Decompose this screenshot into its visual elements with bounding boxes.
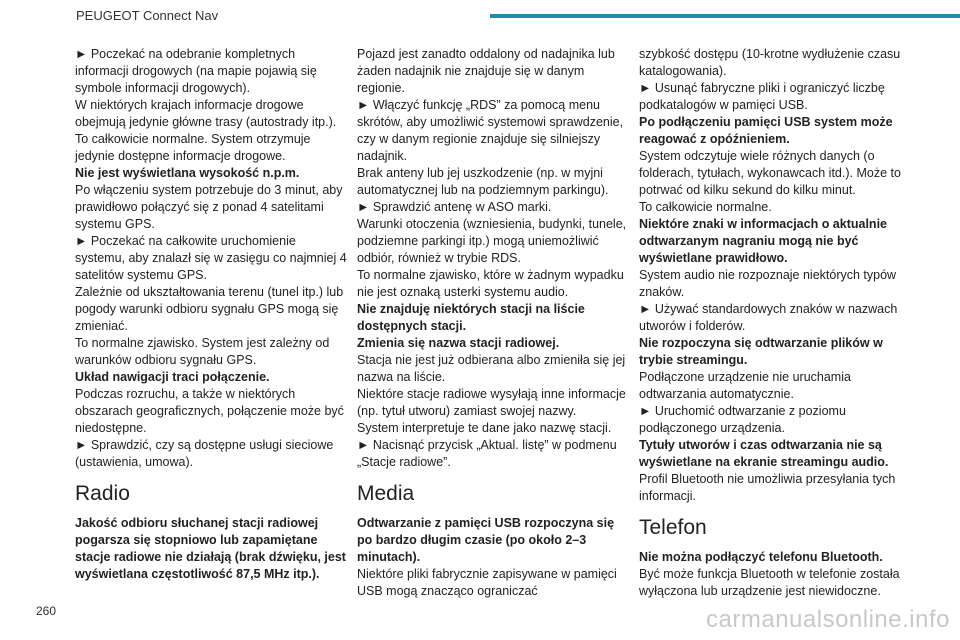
bold-problem-statement: Układ nawigacji traci połączenie. — [75, 370, 270, 384]
paragraph: Warunki otoczenia (wzniesienia, budynki, tunele, podziemne parkingi itp.) mogą uniemożliwić odbiór, również w trybie RDS. — [357, 217, 627, 265]
manual-section-title: PEUGEOT Connect Nav — [76, 8, 219, 23]
bold-problem-statement: Nie znajduję niektórych stacji na liście dostępnych stacji. — [357, 302, 585, 333]
paragraph: ► Włączyć funkcję „RDS” za pomocą menu skrótów, aby umożliwić systemowi sprawdzenie, czy w danym regionie znajduje się silniejszy nadajnik. — [357, 98, 624, 163]
watermark: carmanualsonline.info — [706, 606, 950, 633]
paragraph: szybkość dostępu (10-krotne wydłużenie czasu katalogowania). — [639, 47, 901, 78]
page-number: 260 — [36, 604, 57, 618]
paragraph: To całkowicie normalne. — [639, 200, 772, 214]
header-accent-bar — [490, 14, 960, 18]
paragraph: Zależnie od ukształtowania terenu (tunel itp.) lub pogody warunki odbioru sygnału GPS mogą się zmieniać. — [75, 285, 344, 333]
paragraph: ► Nacisnąć przycisk „Aktual. listę” w podmenu „Stacje radiowe”. — [357, 438, 617, 469]
paragraph: Stacja nie jest już odbierana albo zmieniła się jej nazwa na liście. — [357, 353, 626, 384]
paragraph: System odczytuje wiele różnych danych (o folderach, tytułach, wykonawcach itd.). Może to potrwać od kilku sekund do kilku minut. — [639, 149, 901, 197]
paragraph: ► Używać standardowych znaków w nazwach utworów i folderów. — [639, 302, 898, 333]
paragraph: ► Poczekać na odebranie kompletnych informacji drogowych (na mapie pojawią się symbole informacji drogowych). — [75, 47, 317, 95]
paragraph: ► Sprawdzić, czy są dostępne usługi sieciowe (ustawienia, umowa). — [75, 438, 334, 469]
paragraph: ► Poczekać na całkowite uruchomienie systemu, aby znalazł się w zasięgu co najmniej 4 satelitów systemu GPS. — [75, 234, 347, 282]
paragraph: System audio nie rozpoznaje niektórych typów znaków. — [639, 268, 897, 299]
paragraph: Niektóre stacje radiowe wysyłają inne informacje (np. tytuł utworu) zamiast swojej nazwy. — [357, 387, 626, 418]
paragraph: Po włączeniu system potrzebuje do 3 minut, aby prawidłowo połączyć się z ponad 4 satelitami systemu GPS. — [75, 183, 343, 231]
text-column-middle — [357, 46, 629, 600]
text-column-left — [75, 46, 347, 583]
paragraph: Profil Bluetooth nie umożliwia przesyłania tych informacji. — [639, 472, 896, 503]
paragraph: ► Sprawdzić antenę w ASO marki. — [357, 200, 552, 214]
paragraph: Brak anteny lub jej uszkodzenie (np. w myjni automatycznej lub na podziemnym parkingu). — [357, 166, 609, 197]
section-heading: Telefon — [639, 516, 707, 539]
bold-problem-statement: Jakość odbioru słuchanej stacji radiowej pogarsza się stopniowo lub zapamiętane stacje radiowe nie działają (brak dźwięku, jest wyświetlana częstotliwość 87,5 MHz itp.). — [75, 516, 346, 581]
bold-problem-statement: Tytuły utworów i czas odtwarzania nie są wyświetlane na ekranie streamingu audio. — [639, 438, 889, 469]
text-column-right — [639, 46, 911, 600]
bold-problem-statement: Niektóre znaki w informacjach o aktualnie odtwarzanym nagraniu mogą nie być wyświetlane prawidłowo. — [639, 217, 887, 265]
bold-problem-statement: Nie jest wyświetlana wysokość n.p.m. — [75, 166, 300, 180]
paragraph: To normalne zjawisko. System jest zależny od warunków odbioru sygnału GPS. — [75, 336, 330, 367]
paragraph: Podłączone urządzenie nie uruchamia odtwarzania automatycznie. — [639, 370, 851, 401]
paragraph: ► Uruchomić odtwarzanie z poziomu podłączonego urządzenia. — [639, 404, 846, 435]
paragraph: Podczas rozruchu, a także w niektórych obszarach geograficznych, połączenie może być niedostępne. — [75, 387, 344, 435]
paragraph: W niektórych krajach informacje drogowe obejmują jedynie główne trasy (autostrady itp.). — [75, 98, 337, 129]
section-heading: Media — [357, 482, 415, 505]
section-heading: Radio — [75, 482, 130, 505]
paragraph: To normalne zjawisko, które w żadnym wypadku nie jest oznaką usterki systemu audio. — [357, 268, 624, 299]
bold-problem-statement: Odtwarzanie z pamięci USB rozpoczyna się po bardzo długim czasie (po około 2–3 minutach). — [357, 516, 615, 564]
paragraph: Niektóre pliki fabrycznie zapisywane w pamięci USB mogą znacząco ograniczać — [357, 567, 617, 598]
paragraph: Pojazd jest zanadto oddalony od nadajnika lub żaden nadajnik nie znajduje się w danym regionie. — [357, 47, 615, 95]
paragraph: To całkowicie normalne. System otrzymuje jedynie dostępne informacje drogowe. — [75, 132, 311, 163]
bold-problem-statement: Po podłączeniu pamięci USB system może reagować z opóźnieniem. — [639, 115, 893, 146]
paragraph: ► Usunąć fabryczne pliki i ograniczyć liczbę podkatalogów w pamięci USB. — [639, 81, 885, 112]
bold-problem-statement: Nie rozpoczyna się odtwarzanie plików w trybie streamingu. — [639, 336, 883, 367]
paragraph: Być może funkcja Bluetooth w telefonie została wyłączona lub urządzenie jest niewidoczne. — [639, 567, 900, 598]
paragraph: System interpretuje te dane jako nazwę stacji. — [357, 421, 612, 435]
bold-problem-statement: Nie można podłączyć telefonu Bluetooth. — [639, 550, 883, 564]
bold-problem-statement: Zmienia się nazwa stacji radiowej. — [357, 336, 560, 350]
